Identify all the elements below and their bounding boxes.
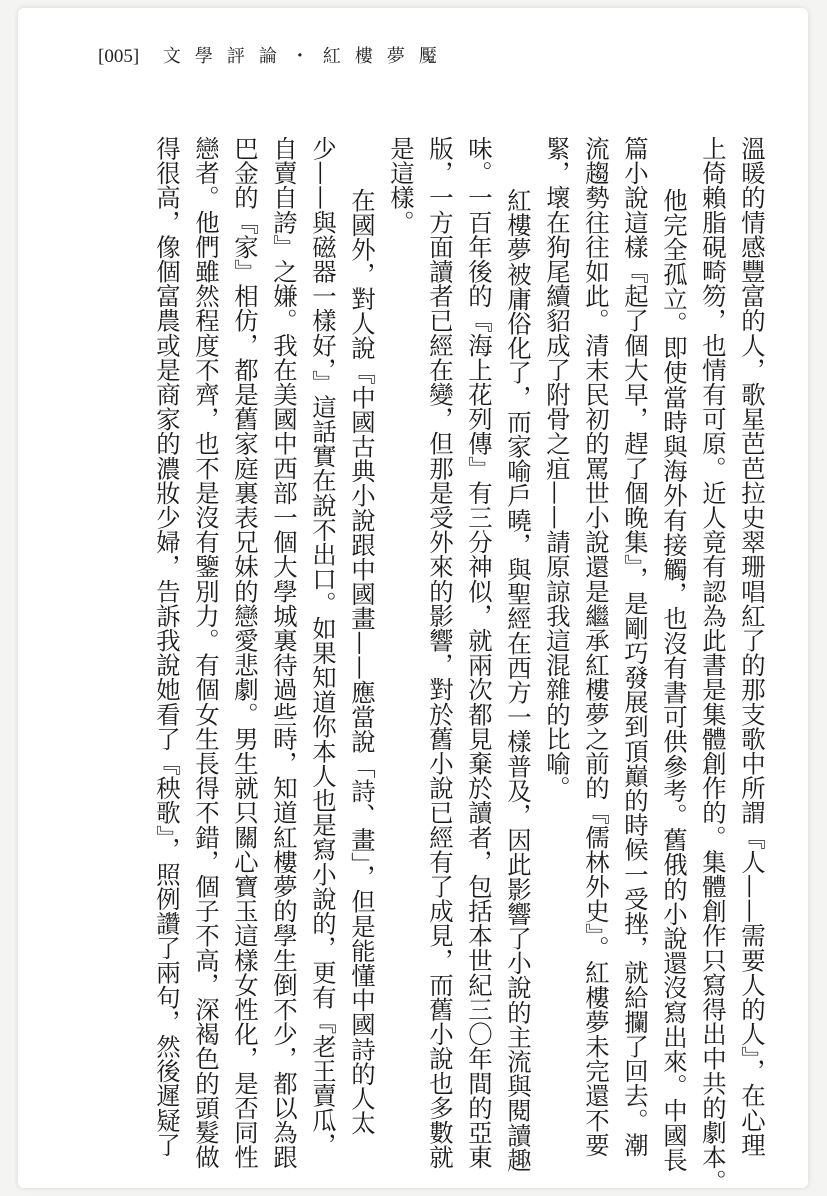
text-column-13: 自賣自誇』之嫌。我在美國中西部一個大學城裏待過些時，知道紅樓夢的學生倒不少，都以為跟: [269, 136, 298, 1170]
text-column-4: 篇小說這樣『起了個大早，趕了個晚集』，是剛巧發展到頂巔的時候一受挫，就給攔了回去。潮: [620, 136, 649, 1157]
book-title: 文學評論・紅樓夢魘: [162, 46, 451, 67]
text-column-7: 紅樓夢被庸俗化了，而家喻戶曉，與聖經在西方一樣普及，因此影響了小說的主流與閱讀趣: [503, 188, 532, 1172]
text-column-16: 得很高，像個富農或是商家的濃妝少婦，告訴我說她看了『秧歌』，照例讚了兩句，然後遲疑了: [152, 136, 181, 1157]
running-header: [98, 42, 451, 68]
text-column-15: 戀者。他們雖然程度不齊，也不是沒有鑒別力。有個女生長得不錯，個子不高，深褐色的頭髮做: [191, 136, 220, 1170]
text-column-2: 上倚賴脂硯畸笏，也情有可原。近人竟有認為此書是集體創作的。集體創作只寫得出中共的劇本。: [698, 136, 727, 1194]
vertical-text-body: [128, 136, 768, 1194]
text-column-6: 緊，壞在狗尾續貂成了附骨之疽——請原諒我這混雜的比喻。: [542, 136, 571, 801]
book-page: [18, 8, 808, 1194]
text-column-12: 少——與磁器一樣好，』這話實在說不出口。如果知道你本人也是寫小說的，更有『老王賣瓜，: [308, 136, 337, 1157]
text-column-8: 味。一百年後的『海上花列傳』有三分神似，就兩次都見棄於讀者，包括本世紀三〇年間的亞東: [464, 136, 493, 1170]
text-column-9: 版，一方面讀者已經在變，但那是受外來的影響，對於舊小說已經有了成見，而舊小說也多數就: [425, 136, 454, 1170]
text-column-3: 他完全孤立。即使當時與海外有接觸，也沒有書可供參考。舊俄的小說還沒寫出來。中國長: [659, 188, 688, 1172]
text-column-5: 流趨勢往往如此。清末民初的罵世小說還是繼承紅樓夢之前的『儒林外史』。紅樓夢未完還不要: [581, 136, 610, 1157]
text-column-14: 巴金的『家』相仿，都是舊家庭裏表兄妹的戀愛悲劇。男生就只關心寶玉這樣女性化，是否同性: [230, 136, 259, 1170]
page-number: [005]: [98, 46, 140, 67]
text-column-11: 在國外，對人說『中國古典小說跟中國畫——應當說「詩、畫」，但是能懂中國詩的人太: [347, 188, 376, 1136]
text-column-1: 溫暖的情感豐富的人，歌星芭芭拉史翠珊唱紅了的那支歌中所謂『人——需要人的人』，在心理: [737, 136, 766, 1157]
text-column-10: 是這樣。: [386, 136, 415, 235]
